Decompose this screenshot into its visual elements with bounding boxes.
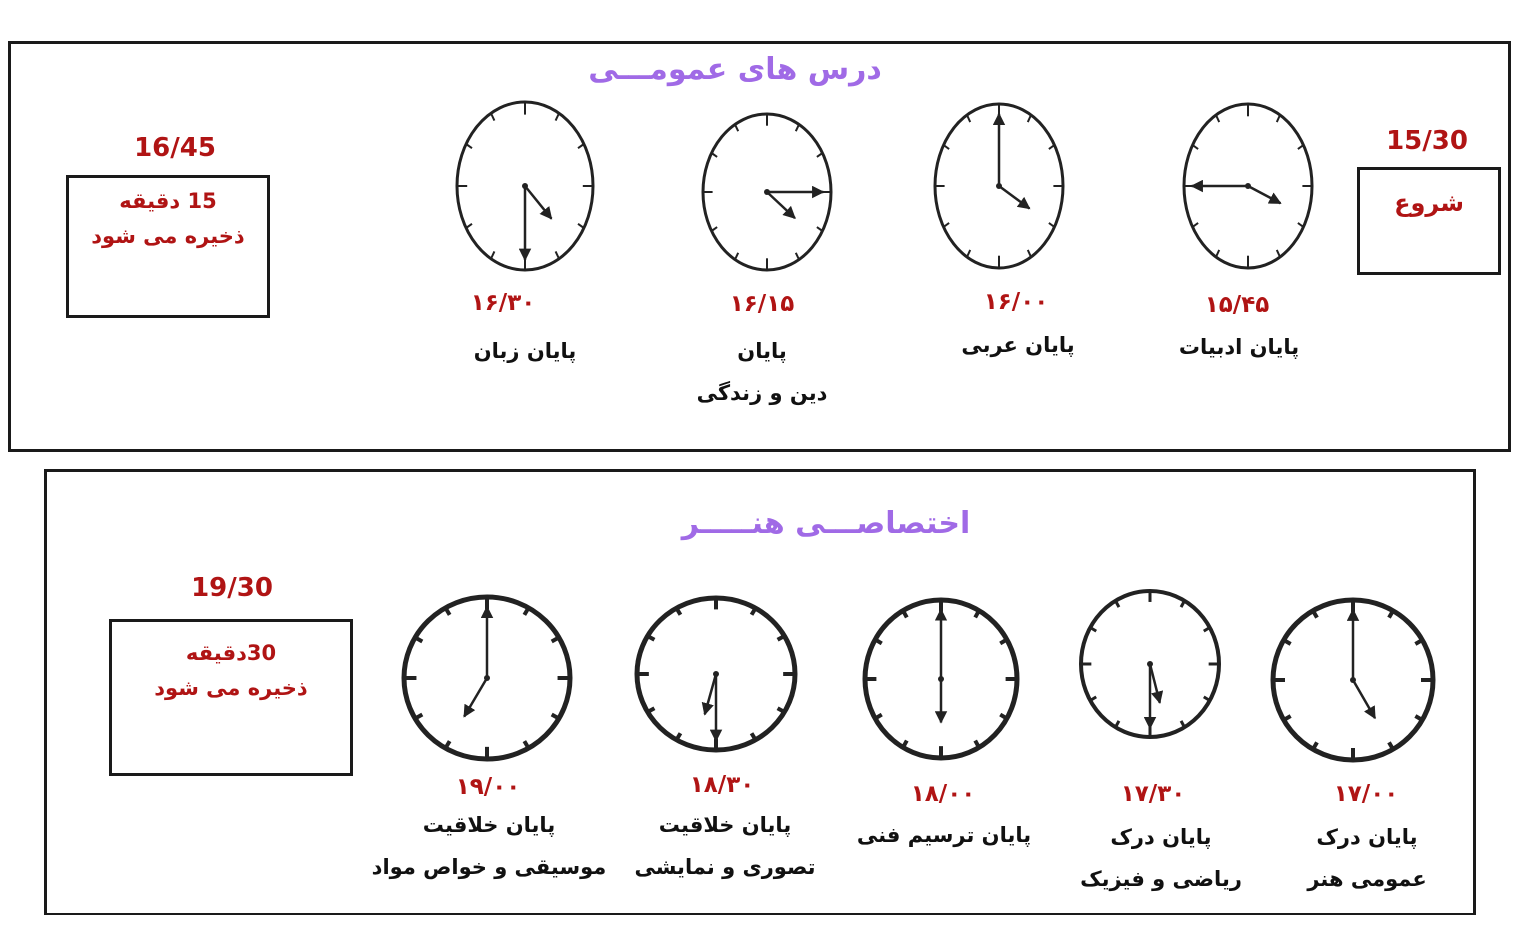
clock-face [1263,590,1443,770]
art-section-title: اختصاصـــی هنـــــر [681,506,971,541]
start-box [1357,167,1501,275]
clock-time: ۱۸/۰۰ [910,781,976,807]
clock-hub [1350,677,1356,683]
general-saved-minutes: 15 دقیقه [119,189,217,213]
clock-label-line2: ریاضی و فیزیک [1080,867,1242,891]
clock-label-line1: پایان عربی [961,333,1075,357]
clock-time: ۱۶/۰۰ [983,289,1049,315]
clock-label-line1: پایان ادبیات [1178,335,1300,359]
clock-hub [713,671,719,677]
clock-label-line1: پایان زبان [473,339,577,363]
clock-label-line1: پایان ترسیم فنی [856,823,1032,847]
clock-label [474,330,577,372]
clock-time: ۱۹/۰۰ [455,774,521,800]
clock-label-line1: پایان خلاقیت [658,813,792,837]
clock-face [1071,581,1229,747]
clock-face [855,590,1027,768]
clock-hub [938,676,944,682]
clock-hub [1147,661,1153,667]
clock-hub [1245,183,1251,189]
clock-label [857,814,1031,856]
clock-face [1174,94,1322,278]
art-end-time: 19/30 [191,573,273,603]
clock-time: ۱۸/۳۰ [689,772,755,798]
clock-face [693,104,841,280]
clock-hub [764,189,770,195]
clock-time: ۱۷/۰۰ [1333,781,1399,807]
clock-time: ۱۵/۴۵ [1204,292,1270,318]
art-saved-note: ذخیره می شود [154,676,308,700]
clock-time: ۱۶/۳۰ [470,290,536,316]
clock-hub [522,183,528,189]
general-end-time: 16/45 [134,133,216,163]
clock-face [447,92,603,280]
clock-label-line1: پایان درک [1110,825,1212,849]
clock-label [1307,816,1426,900]
clock-label-line1: پایان خلاقیت [422,813,556,837]
clock-label [1179,326,1299,368]
clock-label [697,330,828,414]
clock-label-line2: دین و زندگی [696,381,828,405]
clock-label-line1: پایان [737,339,787,363]
art-saved-minutes: 30دقیقه [185,641,277,665]
clock-face [394,587,580,769]
clock-label-line2: تصوری و نمایشی [634,855,816,879]
general-section-title: درس های عمومـــی [588,52,882,87]
clock-label [372,804,607,888]
clock-label-line1: پایان درک [1316,825,1418,849]
start-label: شروع [1394,189,1464,217]
clock-label [1080,816,1242,900]
clock-label-line2: موسیقی و خواص مواد [371,855,607,879]
start-time: 15/30 [1386,126,1468,156]
general-saved-note: ذخیره می شود [91,224,245,248]
clock-label [961,324,1074,366]
clock-face [925,94,1073,278]
clock-hub [996,183,1002,189]
general-saved-time-box [66,175,270,318]
clock-hub [484,675,490,681]
clock-face [627,588,805,760]
clock-time: ۱۷/۳۰ [1120,781,1186,807]
clock-time: ۱۶/۱۵ [729,291,795,317]
clock-label [634,804,815,888]
clock-label-line2: عمومی هنر [1307,867,1427,891]
art-saved-time-box [109,619,353,776]
